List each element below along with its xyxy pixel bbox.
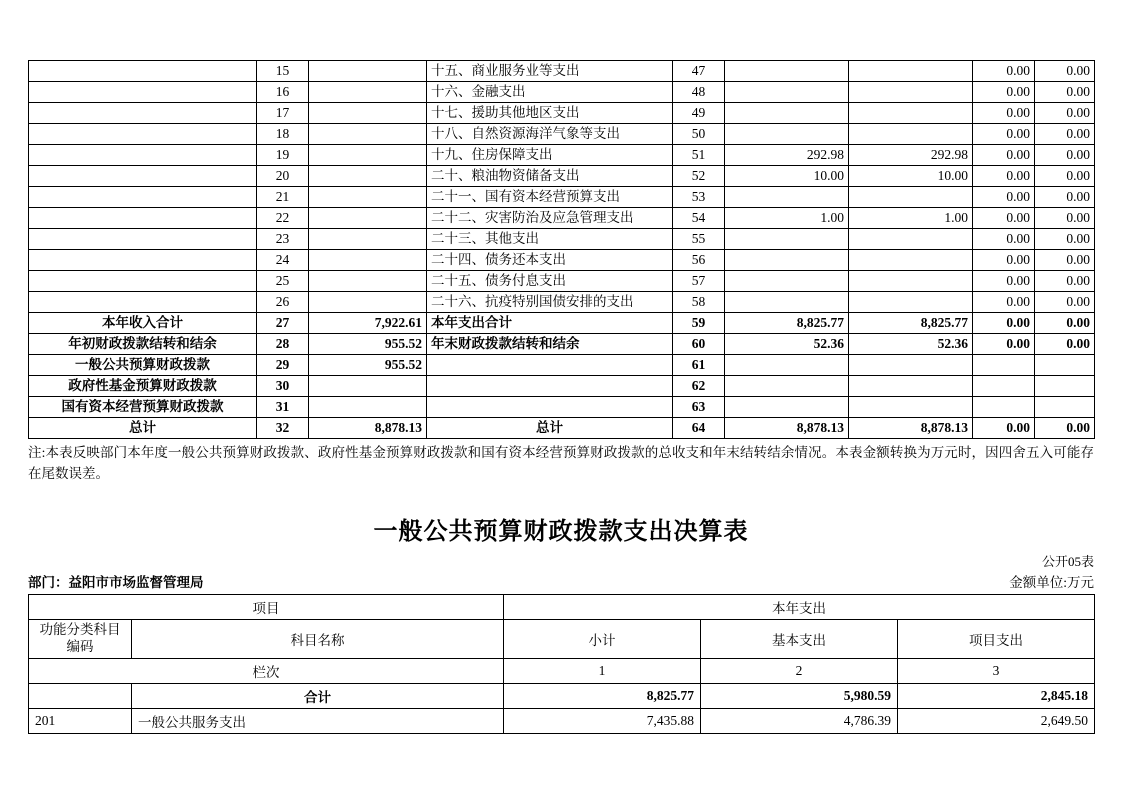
cell-expense-col4: 0.00 — [973, 208, 1035, 229]
cell-expense-col4: 0.00 — [973, 334, 1035, 355]
cell-expense-col5: 0.00 — [1035, 334, 1095, 355]
cell-expense-line: 47 — [673, 61, 725, 82]
cell-expense-item: 二十四、债务还本支出 — [427, 250, 673, 271]
cell-income-amount: 955.52 — [309, 334, 427, 355]
cell-income-item — [29, 61, 257, 82]
cell-function-code: 201 — [29, 709, 132, 734]
cell-expense-col4: 0.00 — [973, 166, 1035, 187]
cell-expense-item: 二十五、债务付息支出 — [427, 271, 673, 292]
cell-income-amount — [309, 103, 427, 124]
cell-expense-line: 59 — [673, 313, 725, 334]
table-row — [29, 397, 1095, 418]
cell-expense-col4: 0.00 — [973, 271, 1035, 292]
cell-expense-col4: 0.00 — [973, 418, 1035, 439]
cell-income-line: 19 — [257, 145, 309, 166]
expenditure-table — [28, 594, 1095, 734]
cell-expense-item: 二十、粮油物资储备支出 — [427, 166, 673, 187]
header-func-code-line2: 编码 — [66, 639, 94, 655]
cell-expense-subtotal: 10.00 — [725, 166, 849, 187]
cell-expense-col5: 0.00 — [1035, 124, 1095, 145]
table-header-row-2 — [29, 620, 1095, 659]
cell-expense-basic: 1.00 — [849, 208, 973, 229]
table-row — [29, 229, 1095, 250]
cell-expense-subtotal: 8,825.77 — [725, 313, 849, 334]
cell-income-amount — [309, 187, 427, 208]
cell-income-amount: 955.52 — [309, 355, 427, 376]
cell-income-item: 总计 — [29, 418, 257, 439]
table-row — [29, 292, 1095, 313]
table-row — [29, 82, 1095, 103]
cell-expense-item — [427, 355, 673, 376]
cell-income-item — [29, 250, 257, 271]
cell-expense-line: 55 — [673, 229, 725, 250]
meta-row — [28, 571, 1094, 591]
cell-expense-col4: 0.00 — [973, 103, 1035, 124]
cell-expense-subtotal — [725, 187, 849, 208]
cell-expense-col5: 0.00 — [1035, 292, 1095, 313]
cell-income-line: 21 — [257, 187, 309, 208]
cell-expense-subtotal — [725, 82, 849, 103]
cell-income-amount — [309, 82, 427, 103]
cell-expense-item: 二十一、国有资本经营预算支出 — [427, 187, 673, 208]
cell-income-line: 23 — [257, 229, 309, 250]
cell-expense-subtotal: 52.36 — [725, 334, 849, 355]
cell-income-line: 28 — [257, 334, 309, 355]
cell-income-amount: 7,922.61 — [309, 313, 427, 334]
table-row — [29, 103, 1095, 124]
cell-income-line: 31 — [257, 397, 309, 418]
table-row — [29, 61, 1095, 82]
cell-expense-subtotal — [725, 292, 849, 313]
cell-income-amount — [309, 124, 427, 145]
header-year-expenditure: 本年支出 — [504, 595, 1095, 620]
cell-expense-subtotal — [725, 271, 849, 292]
cell-expense-item: 十五、商业服务业等支出 — [427, 61, 673, 82]
table-row — [29, 271, 1095, 292]
table-row — [29, 145, 1095, 166]
cell-expense-col5: 0.00 — [1035, 187, 1095, 208]
cell-expense-col5 — [1035, 397, 1095, 418]
table-row — [29, 166, 1095, 187]
cell-expense-basic: 292.98 — [849, 145, 973, 166]
cell-income-line: 15 — [257, 61, 309, 82]
cell-income-line: 22 — [257, 208, 309, 229]
budget-continuation-table — [28, 60, 1095, 439]
header-project: 项目支出 — [898, 620, 1095, 659]
cell-expense-col4: 0.00 — [973, 292, 1035, 313]
cell-expense-item: 二十三、其他支出 — [427, 229, 673, 250]
cell-expense-col4 — [973, 397, 1035, 418]
cell-income-line: 16 — [257, 82, 309, 103]
cell-basic-expenditure: 4,786.39 — [701, 709, 898, 734]
cell-expense-line: 48 — [673, 82, 725, 103]
cell-expense-col5 — [1035, 355, 1095, 376]
cell-expense-col5: 0.00 — [1035, 229, 1095, 250]
cell-expense-basic: 10.00 — [849, 166, 973, 187]
cell-expense-line: 56 — [673, 250, 725, 271]
table-row — [29, 355, 1095, 376]
cell-income-amount — [309, 166, 427, 187]
cell-expense-subtotal: 8,878.13 — [725, 418, 849, 439]
cell-income-amount: 8,878.13 — [309, 418, 427, 439]
table-row — [29, 709, 1095, 734]
cell-expense-subtotal — [725, 61, 849, 82]
cell-expense-line: 50 — [673, 124, 725, 145]
cell-expense-col4: 0.00 — [973, 145, 1035, 166]
cell-income-amount — [309, 229, 427, 250]
cell-expense-col5: 0.00 — [1035, 82, 1095, 103]
cell-income-item: 政府性基金预算财政拨款 — [29, 376, 257, 397]
cell-expense-line: 61 — [673, 355, 725, 376]
cell-income-item — [29, 292, 257, 313]
header-func-code-line1: 功能分类科目 — [39, 622, 121, 638]
cell-income-item — [29, 229, 257, 250]
cell-expense-col4: 0.00 — [973, 124, 1035, 145]
cell-expense-line: 49 — [673, 103, 725, 124]
cell-income-item — [29, 166, 257, 187]
table-row — [29, 250, 1095, 271]
cell-expense-line: 60 — [673, 334, 725, 355]
column-label: 栏次 — [29, 659, 504, 684]
cell-expense-col5: 0.00 — [1035, 208, 1095, 229]
cell-expense-col5: 0.00 — [1035, 271, 1095, 292]
cell-expense-subtotal — [725, 397, 849, 418]
cell-expense-line: 62 — [673, 376, 725, 397]
cell-expense-col5: 0.00 — [1035, 103, 1095, 124]
cell-income-amount — [309, 208, 427, 229]
cell-expense-basic: 8,878.13 — [849, 418, 973, 439]
cell-income-line: 17 — [257, 103, 309, 124]
cell-expense-col5 — [1035, 376, 1095, 397]
cell-expense-item — [427, 397, 673, 418]
cell-income-line: 18 — [257, 124, 309, 145]
table-row — [29, 124, 1095, 145]
cell-subtotal: 8,825.77 — [504, 684, 701, 709]
cell-expense-item: 本年支出合计 — [427, 313, 673, 334]
table-row — [29, 208, 1095, 229]
cell-expense-line: 63 — [673, 397, 725, 418]
table-row — [29, 187, 1095, 208]
cell-subject-name: 一般公共服务支出 — [132, 709, 504, 734]
amount-unit-label: 金额单位:万元 — [1009, 575, 1094, 591]
cell-expense-col5: 0.00 — [1035, 61, 1095, 82]
cell-income-item — [29, 103, 257, 124]
cell-income-item: 国有资本经营预算财政拨款 — [29, 397, 257, 418]
cell-income-item — [29, 82, 257, 103]
cell-expense-item: 年末财政拨款结转和结余 — [427, 334, 673, 355]
cell-expense-item: 十七、援助其他地区支出 — [427, 103, 673, 124]
header-func-code — [29, 620, 132, 659]
cell-income-item — [29, 124, 257, 145]
cell-expense-basic — [849, 82, 973, 103]
cell-income-line: 25 — [257, 271, 309, 292]
cell-income-line: 29 — [257, 355, 309, 376]
cell-expense-subtotal: 1.00 — [725, 208, 849, 229]
cell-expense-col5: 0.00 — [1035, 145, 1095, 166]
cell-income-item: 一般公共预算财政拨款 — [29, 355, 257, 376]
cell-income-amount — [309, 292, 427, 313]
cell-project-expenditure: 2,845.18 — [898, 684, 1095, 709]
cell-expense-subtotal — [725, 355, 849, 376]
table-column-index-row — [29, 659, 1095, 684]
cell-expense-item: 总计 — [427, 418, 673, 439]
table-row — [29, 334, 1095, 355]
cell-income-amount — [309, 271, 427, 292]
budget-table-body — [29, 61, 1095, 439]
header-subject-name: 科目名称 — [132, 620, 504, 659]
cell-expense-line: 58 — [673, 292, 725, 313]
cell-income-line: 30 — [257, 376, 309, 397]
cell-income-line: 32 — [257, 418, 309, 439]
cell-subject-name: 合计 — [132, 684, 504, 709]
cell-project-expenditure: 2,649.50 — [898, 709, 1095, 734]
cell-income-amount — [309, 250, 427, 271]
cell-income-item — [29, 271, 257, 292]
cell-expense-col4 — [973, 376, 1035, 397]
cell-expense-col4: 0.00 — [973, 313, 1035, 334]
form-code: 公开05表 — [1041, 553, 1094, 569]
cell-expense-basic — [849, 124, 973, 145]
cell-expense-basic: 8,825.77 — [849, 313, 973, 334]
column-index-1: 1 — [504, 659, 701, 684]
cell-expense-basic — [849, 250, 973, 271]
page-title: 一般公共预算财政拨款支出决算表 — [373, 518, 749, 545]
cell-income-amount — [309, 397, 427, 418]
cell-expense-basic — [849, 292, 973, 313]
cell-expense-subtotal — [725, 229, 849, 250]
cell-expense-basic — [849, 355, 973, 376]
cell-expense-col4: 0.00 — [973, 250, 1035, 271]
expenditure-table-body — [29, 684, 1095, 734]
cell-expense-col5: 0.00 — [1035, 313, 1095, 334]
cell-income-line: 26 — [257, 292, 309, 313]
cell-expense-basic — [849, 229, 973, 250]
cell-expense-col5: 0.00 — [1035, 166, 1095, 187]
cell-expense-col4: 0.00 — [973, 187, 1035, 208]
cell-income-line: 20 — [257, 166, 309, 187]
cell-expense-basic: 52.36 — [849, 334, 973, 355]
cell-income-line: 24 — [257, 250, 309, 271]
cell-expense-line: 64 — [673, 418, 725, 439]
cell-expense-basic — [849, 103, 973, 124]
cell-income-amount — [309, 61, 427, 82]
cell-expense-subtotal — [725, 376, 849, 397]
cell-expense-subtotal — [725, 250, 849, 271]
table-row — [29, 313, 1095, 334]
table-row — [29, 418, 1095, 439]
cell-expense-line: 57 — [673, 271, 725, 292]
table-header-row-1 — [29, 595, 1095, 620]
cell-expense-col4 — [973, 355, 1035, 376]
cell-expense-col4: 0.00 — [973, 82, 1035, 103]
cell-expense-col5: 0.00 — [1035, 250, 1095, 271]
cell-expense-item: 二十二、灾害防治及应急管理支出 — [427, 208, 673, 229]
cell-income-item: 本年收入合计 — [29, 313, 257, 334]
cell-income-amount — [309, 145, 427, 166]
column-index-3: 3 — [898, 659, 1095, 684]
cell-expense-basic — [849, 376, 973, 397]
cell-expense-basic — [849, 397, 973, 418]
cell-expense-col4: 0.00 — [973, 229, 1035, 250]
cell-expense-basic — [849, 271, 973, 292]
cell-expense-item — [427, 376, 673, 397]
department-label: 部门：益阳市市场监督管理局 — [28, 575, 204, 591]
header-basic: 基本支出 — [701, 620, 898, 659]
cell-expense-basic — [849, 187, 973, 208]
cell-expense-line: 52 — [673, 166, 725, 187]
cell-expense-item: 十八、自然资源海洋气象等支出 — [427, 124, 673, 145]
cell-expense-item: 二十六、抗疫特别国债安排的支出 — [427, 292, 673, 313]
cell-expense-line: 54 — [673, 208, 725, 229]
table-row — [29, 684, 1095, 709]
cell-income-item — [29, 187, 257, 208]
cell-expense-item: 十六、金融支出 — [427, 82, 673, 103]
cell-expense-subtotal: 292.98 — [725, 145, 849, 166]
cell-income-item: 年初财政拨款结转和结余 — [29, 334, 257, 355]
cell-income-item — [29, 208, 257, 229]
column-index-2: 2 — [701, 659, 898, 684]
cell-expense-col5: 0.00 — [1035, 418, 1095, 439]
cell-expense-subtotal — [725, 103, 849, 124]
cell-expense-line: 53 — [673, 187, 725, 208]
table-note: 注:本表反映部门本年度一般公共预算财政拨款、政府性基金预算财政拨款和国有资本经营预算财政拨款的总收支和年末结转结余情况。本表金额转换为万元时，因四舍五入可能存在尾数误差。 — [28, 445, 1094, 481]
cell-expense-line: 51 — [673, 145, 725, 166]
cell-income-amount — [309, 376, 427, 397]
cell-expense-item: 十九、住房保障支出 — [427, 145, 673, 166]
header-subtotal: 小计 — [504, 620, 701, 659]
cell-expense-basic — [849, 61, 973, 82]
table-row — [29, 376, 1095, 397]
cell-basic-expenditure: 5,980.59 — [701, 684, 898, 709]
cell-income-line: 27 — [257, 313, 309, 334]
cell-expense-subtotal — [725, 124, 849, 145]
header-project-group: 项目 — [29, 595, 504, 620]
cell-expense-col4: 0.00 — [973, 61, 1035, 82]
cell-income-item — [29, 145, 257, 166]
cell-function-code — [29, 684, 132, 709]
cell-subtotal: 7,435.88 — [504, 709, 701, 734]
